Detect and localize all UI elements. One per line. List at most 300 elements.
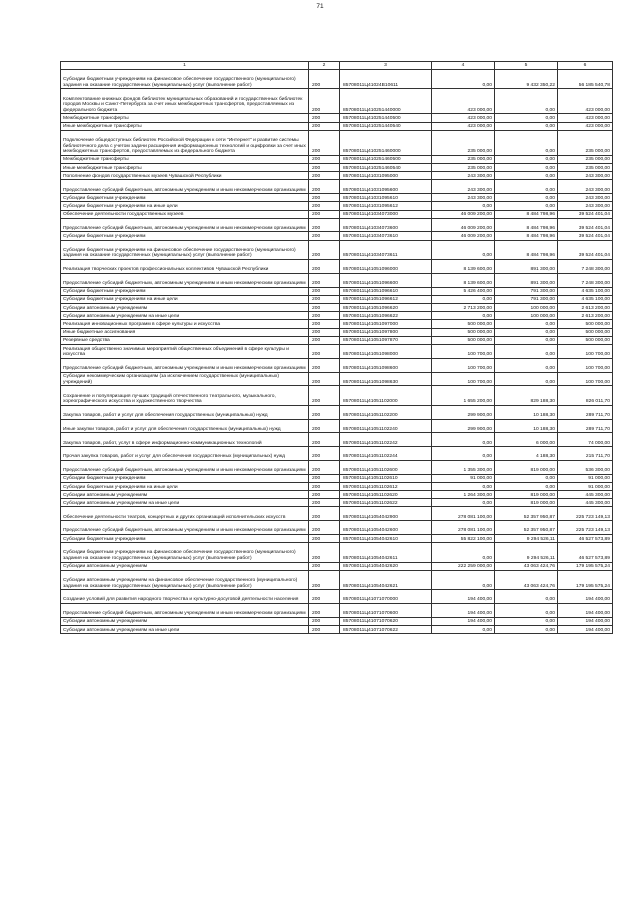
- row-executed: 8 484 798,96: [495, 218, 558, 232]
- table-row: [61, 433, 613, 447]
- row-code-200: 200: [309, 535, 340, 543]
- row-budget-code: 85708011Ц41051102244: [340, 447, 432, 461]
- row-remaining: 500 000,00: [558, 336, 613, 344]
- row-executed: 52 357 950,87: [495, 521, 558, 535]
- row-code-200: 200: [309, 604, 340, 618]
- row-budget-code: 85708011Ц41054042610: [340, 535, 432, 543]
- table-row: [61, 543, 613, 562]
- row-description: Субсидии бюджетным учреждениям: [61, 194, 309, 202]
- row-executed: 0,00: [495, 130, 558, 155]
- row-budget-code: 85708011Ц41051098000: [340, 344, 432, 358]
- table-row: [61, 130, 613, 155]
- row-budget-code: 85708011Ц41051102600: [340, 460, 432, 474]
- row-description: Закупка товаров, работ и услуг для обеспечения государственных (муниципальных) нужд: [61, 405, 309, 419]
- row-budget-code: 85708011Ц41071070000: [340, 590, 432, 604]
- row-budget-code: 85708011Ц41051102240: [340, 419, 432, 433]
- row-executed: 0,00: [495, 122, 558, 130]
- row-approved: 194 400,00: [432, 604, 495, 618]
- table-row: [61, 273, 613, 287]
- row-executed: 0,00: [495, 328, 558, 336]
- table-row: [61, 232, 613, 240]
- row-approved: 55 822 100,00: [432, 535, 495, 543]
- row-approved: 100 700,00: [432, 358, 495, 372]
- row-description: Иные закупки товаров, работ и услуг для обеспечения государственных (муниципальных) нужд: [61, 419, 309, 433]
- row-executed: 0,00: [495, 163, 558, 171]
- row-description: Субсидии некоммерческим организациям (за исключением государственных (муниципальных) учреждений): [61, 372, 309, 386]
- row-code-200: 200: [309, 232, 340, 240]
- row-budget-code: 85708011Ц41051096610: [340, 287, 432, 295]
- row-budget-code: 85708011Ц41054042600: [340, 521, 432, 535]
- table-row: [61, 295, 613, 303]
- page-number: 71: [316, 3, 324, 10]
- table-row: [61, 604, 613, 618]
- row-approved: 8 139 600,00: [432, 273, 495, 287]
- row-budget-code: 85708011Ц41051097000: [340, 320, 432, 328]
- row-description: Иные межбюджетные трансферты: [61, 163, 309, 171]
- row-executed: 0,00: [495, 180, 558, 194]
- table-row: [61, 386, 613, 405]
- table-row: [61, 507, 613, 521]
- row-description: Реализация общественно значимых мероприятий общественных объединений в сфере культуры и искусства: [61, 344, 309, 358]
- row-budget-code: 85708011Ц41051096000: [340, 260, 432, 274]
- row-code-200: 200: [309, 202, 340, 210]
- row-executed: 0,00: [495, 336, 558, 344]
- row-description: Иные бюджетные ассигнования: [61, 328, 309, 336]
- row-executed: 0,00: [495, 626, 558, 634]
- row-approved: 0,00: [432, 240, 495, 259]
- row-code-200: 200: [309, 218, 340, 232]
- row-code-200: 200: [309, 590, 340, 604]
- table-row: [61, 304, 613, 312]
- row-budget-code: 85708011Ц410251460500: [340, 155, 432, 163]
- row-remaining: 39 524 401,04: [558, 218, 613, 232]
- row-code-200: 200: [309, 626, 340, 634]
- row-description: Предоставление субсидий бюджетным, автономным учреждениям и иным некоммерческим организациям: [61, 460, 309, 474]
- table-row: [61, 180, 613, 194]
- row-remaining: 2 613 200,00: [558, 312, 613, 320]
- row-approved: 91 000,00: [432, 474, 495, 482]
- row-code-200: 200: [309, 163, 340, 171]
- row-remaining: 46 527 573,89: [558, 535, 613, 543]
- header-cell: 3: [340, 62, 432, 70]
- row-description: Реализация инновационных программ в сфере культуры и искусства: [61, 320, 309, 328]
- table-row: [61, 336, 613, 344]
- row-budget-code: 85708011Ц41051102200: [340, 405, 432, 419]
- row-approved: 0,00: [432, 433, 495, 447]
- row-executed: 9 294 526,11: [495, 543, 558, 562]
- row-budget-code: 85708011Ц41051102622: [340, 499, 432, 507]
- row-code-200: 200: [309, 543, 340, 562]
- row-remaining: 194 400,00: [558, 617, 613, 625]
- row-executed: 4 188,30: [495, 447, 558, 461]
- row-executed: 0,00: [495, 320, 558, 328]
- row-approved: 194 400,00: [432, 617, 495, 625]
- row-description: Субсидии бюджетным учреждениям на иные цели: [61, 202, 309, 210]
- row-budget-code: 85708011Ц41054042611: [340, 543, 432, 562]
- row-approved: 1 655 200,00: [432, 386, 495, 405]
- row-budget-code: 85708011Ц410251460000: [340, 130, 432, 155]
- row-approved: 243 300,00: [432, 194, 495, 202]
- row-remaining: 215 711,70: [558, 447, 613, 461]
- row-description: Субсидии бюджетным учреждениям на финансовое обеспечение государственного (муниципального) задания на оказание государственных (муниципальных) услуг (выполнение работ): [61, 240, 309, 259]
- row-code-200: 200: [309, 304, 340, 312]
- row-executed: 0,00: [495, 372, 558, 386]
- table-row: [61, 358, 613, 372]
- table-row: [61, 89, 613, 114]
- table-row: [61, 260, 613, 274]
- row-approved: 5 426 400,00: [432, 287, 495, 295]
- row-remaining: 194 400,00: [558, 604, 613, 618]
- row-remaining: 289 711,70: [558, 405, 613, 419]
- row-executed: 0,00: [495, 89, 558, 114]
- row-budget-code: 85708011Ц41051102242: [340, 433, 432, 447]
- row-code-200: 200: [309, 474, 340, 482]
- row-description: Субсидии бюджетным учреждениям: [61, 232, 309, 240]
- row-approved: 278 081 100,00: [432, 507, 495, 521]
- table-row: [61, 617, 613, 625]
- row-approved: 100 700,00: [432, 344, 495, 358]
- row-description: Субсидии бюджетным учреждениям: [61, 287, 309, 295]
- table-row: [61, 460, 613, 474]
- row-executed: 0,00: [495, 358, 558, 372]
- table-row: [61, 155, 613, 163]
- row-approved: 235 000,00: [432, 163, 495, 171]
- row-approved: 2 713 200,00: [432, 304, 495, 312]
- row-approved: 46 009 200,00: [432, 218, 495, 232]
- row-executed: 819 000,00: [495, 460, 558, 474]
- row-code-200: 200: [309, 210, 340, 218]
- row-description: Субсидии бюджетным учреждениям на финансовое обеспечение государственного (муниципального) задания на оказание государственных (муниципальных) услуг (выполнение работ): [61, 70, 309, 89]
- header-cell: 2: [309, 62, 340, 70]
- row-remaining: 235 000,00: [558, 130, 613, 155]
- row-description: Субсидии бюджетным учреждениям на иные цели: [61, 295, 309, 303]
- table-row: [61, 372, 613, 386]
- row-description: Пополнение фондов государственных музеев Чувашской Республики: [61, 172, 309, 180]
- row-description: Субсидии автономным учреждениям: [61, 562, 309, 570]
- row-code-200: 200: [309, 499, 340, 507]
- row-executed: 819 000,00: [495, 499, 558, 507]
- row-code-200: 200: [309, 570, 340, 589]
- row-code-200: 200: [309, 180, 340, 194]
- row-executed: 9 294 526,11: [495, 535, 558, 543]
- row-code-200: 200: [309, 194, 340, 202]
- row-executed: 0,00: [495, 590, 558, 604]
- row-remaining: 39 524 401,04: [558, 240, 613, 259]
- row-code-200: 200: [309, 419, 340, 433]
- row-code-200: 200: [309, 273, 340, 287]
- table-row: [61, 218, 613, 232]
- row-approved: 194 400,00: [432, 590, 495, 604]
- row-code-200: 200: [309, 386, 340, 405]
- row-budget-code: 85708011Ц41051096622: [340, 312, 432, 320]
- row-description: Предоставление субсидий бюджетным, автономным учреждениям и иным некоммерческим организациям: [61, 604, 309, 618]
- row-executed: 52 357 950,87: [495, 507, 558, 521]
- row-description: Создание условий для развития народного творчества и культурно-досуговой деятельности населения: [61, 590, 309, 604]
- row-code-200: 200: [309, 130, 340, 155]
- row-approved: 0,00: [432, 482, 495, 490]
- row-approved: 0,00: [432, 70, 495, 89]
- row-remaining: 536 300,00: [558, 460, 613, 474]
- row-budget-code: 85708011Ц41054042900: [340, 507, 432, 521]
- row-code-200: 200: [309, 260, 340, 274]
- row-description: Обеспечение деятельности государственных музеев: [61, 210, 309, 218]
- row-executed: 6 000,00: [495, 433, 558, 447]
- row-description: Обеспечение деятельности театров, концертных и других организаций исполнительских искусств: [61, 507, 309, 521]
- row-remaining: 56 185 540,78: [558, 70, 613, 89]
- row-description: Резервные средства: [61, 336, 309, 344]
- row-description: Межбюджетные трансферты: [61, 155, 309, 163]
- row-executed: 10 188,30: [495, 419, 558, 433]
- row-remaining: 194 400,00: [558, 626, 613, 634]
- row-budget-code: 85708011Ц41034073000: [340, 210, 432, 218]
- row-approved: 8 139 600,00: [432, 260, 495, 274]
- row-remaining: 500 000,00: [558, 320, 613, 328]
- row-remaining: 243 300,00: [558, 172, 613, 180]
- table-row: [61, 491, 613, 499]
- table-row: [61, 344, 613, 358]
- row-approved: 235 000,00: [432, 155, 495, 163]
- row-description: Сохранение и популяризация лучших традиций отечественного театрального, музыкального, хореографического искусства и художественного творчества: [61, 386, 309, 405]
- row-approved: 243 300,00: [432, 172, 495, 180]
- row-executed: 791 300,00: [495, 287, 558, 295]
- table-header-row: [61, 62, 613, 70]
- row-budget-code: 85708011Ц41031095610: [340, 194, 432, 202]
- row-remaining: 100 700,00: [558, 358, 613, 372]
- row-code-200: 200: [309, 155, 340, 163]
- row-approved: 299 900,00: [432, 419, 495, 433]
- row-code-200: 200: [309, 562, 340, 570]
- row-executed: 10 188,30: [495, 405, 558, 419]
- row-budget-code: 85708011Ц41031095600: [340, 180, 432, 194]
- row-description: Предоставление субсидий бюджетным, автономным учреждениям и иным некоммерческим организациям: [61, 358, 309, 372]
- row-code-200: 200: [309, 405, 340, 419]
- row-description: Закупка товаров, работ, услуг в сфере информационно-коммуникационных технологий: [61, 433, 309, 447]
- row-executed: 0,00: [495, 474, 558, 482]
- row-description: Субсидии бюджетным учреждениям на иные цели: [61, 482, 309, 490]
- row-remaining: 423 000,00: [558, 89, 613, 114]
- row-remaining: 91 000,00: [558, 482, 613, 490]
- row-description: Субсидии автономным учреждениям: [61, 617, 309, 625]
- table-row: [61, 521, 613, 535]
- row-remaining: 243 300,00: [558, 194, 613, 202]
- row-executed: 0,00: [495, 194, 558, 202]
- row-remaining: 2 613 200,00: [558, 304, 613, 312]
- row-code-200: 200: [309, 433, 340, 447]
- row-description: Субсидии автономным учреждениям на финансовое обеспечение государственного (муниципального) задания на оказание государственных (муниципальных) услуг (выполнение работ): [61, 570, 309, 589]
- table-row: [61, 535, 613, 543]
- row-executed: 0,00: [495, 344, 558, 358]
- row-budget-code: 85708011Ц41024В10611: [340, 70, 432, 89]
- row-budget-code: 85708011Ц410251440000: [340, 89, 432, 114]
- row-code-200: 200: [309, 372, 340, 386]
- table-row: [61, 626, 613, 634]
- header-cell: 5: [495, 62, 558, 70]
- row-remaining: 225 723 149,13: [558, 521, 613, 535]
- row-code-200: 200: [309, 312, 340, 320]
- row-budget-code: 85708011Ц41034073600: [340, 218, 432, 232]
- budget-table: [60, 61, 613, 634]
- row-code-200: 200: [309, 122, 340, 130]
- row-remaining: 243 300,00: [558, 202, 613, 210]
- row-executed: 9 432 350,22: [495, 70, 558, 89]
- row-description: Предоставление субсидий бюджетным, автономным учреждениям и иным некоммерческим организациям: [61, 521, 309, 535]
- table-row: [61, 320, 613, 328]
- table-row: [61, 194, 613, 202]
- table-row: [61, 499, 613, 507]
- row-budget-code: 85708011Ц41054042621: [340, 570, 432, 589]
- row-remaining: 4 635 100,00: [558, 287, 613, 295]
- row-description: Предоставление субсидий бюджетным, автономным учреждениям и иным некоммерческим организациям: [61, 218, 309, 232]
- row-remaining: 39 524 401,04: [558, 210, 613, 218]
- row-budget-code: 85708011Ц41051096620: [340, 304, 432, 312]
- row-description: Предоставление субсидий бюджетным, автономным учреждениям и иным некоммерческим организациям: [61, 273, 309, 287]
- row-executed: 791 300,00: [495, 295, 558, 303]
- row-budget-code: 85708011Ц41031095612: [340, 202, 432, 210]
- row-budget-code: 85708011Ц41051098630: [340, 372, 432, 386]
- row-approved: 1 355 300,00: [432, 460, 495, 474]
- row-executed: 891 300,00: [495, 273, 558, 287]
- row-remaining: 243 300,00: [558, 180, 613, 194]
- row-approved: 235 000,00: [432, 130, 495, 155]
- table-row: [61, 287, 613, 295]
- row-description: Субсидии бюджетным учреждениям: [61, 535, 309, 543]
- row-budget-code: 85708011Ц41054042620: [340, 562, 432, 570]
- row-code-200: 200: [309, 358, 340, 372]
- row-code-200: 200: [309, 482, 340, 490]
- row-approved: 1 264 300,00: [432, 491, 495, 499]
- row-remaining: 7 248 300,00: [558, 273, 613, 287]
- row-budget-code: 85708011Ц41031095000: [340, 172, 432, 180]
- row-executed: 8 484 798,96: [495, 210, 558, 218]
- row-code-200: 200: [309, 617, 340, 625]
- row-description: Предоставление субсидий бюджетным, автономным учреждениям и иным некоммерческим организациям: [61, 180, 309, 194]
- row-code-200: 200: [309, 89, 340, 114]
- row-approved: 423 000,00: [432, 89, 495, 114]
- row-approved: 423 000,00: [432, 122, 495, 130]
- row-budget-code: 85708011Ц41071070600: [340, 604, 432, 618]
- table-row: [61, 447, 613, 461]
- row-executed: 100 000,00: [495, 304, 558, 312]
- row-approved: 46 009 200,00: [432, 232, 495, 240]
- table-row: [61, 210, 613, 218]
- row-budget-code: 85708011Ц410251460540: [340, 163, 432, 171]
- table-row: [61, 474, 613, 482]
- row-budget-code: 85708011Ц41071070622: [340, 626, 432, 634]
- row-executed: 8 484 798,96: [495, 240, 558, 259]
- row-executed: 0,00: [495, 604, 558, 618]
- row-description: Реализация творческих проектов профессиональных коллективов Чувашской Республики: [61, 260, 309, 274]
- row-remaining: 500 000,00: [558, 328, 613, 336]
- table-row: [61, 590, 613, 604]
- row-executed: 0,00: [495, 172, 558, 180]
- row-approved: 46 009 200,00: [432, 210, 495, 218]
- row-approved: 500 000,00: [432, 336, 495, 344]
- row-code-200: 200: [309, 240, 340, 259]
- table-row: [61, 122, 613, 130]
- row-remaining: 289 711,70: [558, 419, 613, 433]
- row-description: Комплектование книжных фондов библиотек муниципальных образований и государственных библиотек городов Москвы и Санкт-Петербурга за счет иных межбюджетных трансфертов, предоставляемых из федерального бюджета: [61, 89, 309, 114]
- row-executed: 829 188,30: [495, 386, 558, 405]
- row-budget-code: 85708011Ц41051098600: [340, 358, 432, 372]
- header-cell: 6: [558, 62, 613, 70]
- table-row: [61, 405, 613, 419]
- row-budget-code: 85708011Ц41051102000: [340, 386, 432, 405]
- row-approved: 100 700,00: [432, 372, 495, 386]
- row-executed: 43 063 424,76: [495, 562, 558, 570]
- row-remaining: 179 195 575,24: [558, 570, 613, 589]
- row-approved: 0,00: [432, 447, 495, 461]
- table-row: [61, 562, 613, 570]
- row-executed: 0,00: [495, 617, 558, 625]
- row-description: Межбюджетные трансферты: [61, 114, 309, 122]
- row-executed: 0,00: [495, 114, 558, 122]
- row-approved: 243 300,00: [432, 180, 495, 194]
- row-budget-code: 85708011Ц41051102612: [340, 482, 432, 490]
- table-row: [61, 172, 613, 180]
- row-code-200: 200: [309, 447, 340, 461]
- row-budget-code: 85708011Ц41051097870: [340, 336, 432, 344]
- row-description: Подключение общедоступных библиотек Российской Федерации к сети "Интернет" и развитие системы библиотечного дела с учетом задачи расширения информационных технологий и оцифровки за счет иных межбюджетных трансфертов, предоставляемых из федерального бюджета: [61, 130, 309, 155]
- row-remaining: 225 723 149,13: [558, 507, 613, 521]
- table-row: [61, 482, 613, 490]
- table-row: [61, 312, 613, 320]
- row-budget-code: 85708011Ц41051096600: [340, 273, 432, 287]
- row-executed: 0,00: [495, 202, 558, 210]
- row-budget-code: 85708011Ц41071070620: [340, 617, 432, 625]
- row-approved: 299 900,00: [432, 405, 495, 419]
- header-cell: 4: [432, 62, 495, 70]
- row-remaining: 179 195 575,24: [558, 562, 613, 570]
- row-remaining: 7 248 300,00: [558, 260, 613, 274]
- row-executed: 100 000,00: [495, 312, 558, 320]
- row-approved: 0,00: [432, 202, 495, 210]
- row-remaining: 4 635 100,00: [558, 295, 613, 303]
- row-remaining: 826 011,70: [558, 386, 613, 405]
- row-description: Субсидии автономным учреждениям: [61, 304, 309, 312]
- row-executed: 43 063 424,76: [495, 570, 558, 589]
- row-description: Субсидии автономным учреждениям на иные цели: [61, 312, 309, 320]
- row-code-200: 200: [309, 507, 340, 521]
- row-approved: 0,00: [432, 543, 495, 562]
- row-code-200: 200: [309, 114, 340, 122]
- row-remaining: 46 527 573,89: [558, 543, 613, 562]
- row-description: Прочая закупка товаров, работ и услуг для обеспечения государственных (муниципальных) нужд: [61, 447, 309, 461]
- row-code-200: 200: [309, 287, 340, 295]
- table-row: [61, 114, 613, 122]
- row-approved: 500 000,00: [432, 320, 495, 328]
- table-row: [61, 328, 613, 336]
- row-remaining: 100 700,00: [558, 344, 613, 358]
- row-remaining: 91 000,00: [558, 474, 613, 482]
- row-approved: 0,00: [432, 499, 495, 507]
- row-approved: 0,00: [432, 570, 495, 589]
- row-executed: 891 300,00: [495, 260, 558, 274]
- row-description: Иные межбюджетные трансферты: [61, 122, 309, 130]
- row-executed: 8 484 798,96: [495, 232, 558, 240]
- row-remaining: 423 000,00: [558, 114, 613, 122]
- table-row: [61, 419, 613, 433]
- row-description: Субсидии бюджетным учреждениям: [61, 474, 309, 482]
- row-remaining: 74 000,00: [558, 433, 613, 447]
- row-code-200: 200: [309, 344, 340, 358]
- row-code-200: 200: [309, 172, 340, 180]
- row-remaining: 39 524 401,04: [558, 232, 613, 240]
- row-description: Субсидии автономным учреждениям на иные цели: [61, 499, 309, 507]
- row-approved: 0,00: [432, 295, 495, 303]
- row-budget-code: 85708011Ц41051102610: [340, 474, 432, 482]
- row-approved: 222 259 000,00: [432, 562, 495, 570]
- table-row: [61, 202, 613, 210]
